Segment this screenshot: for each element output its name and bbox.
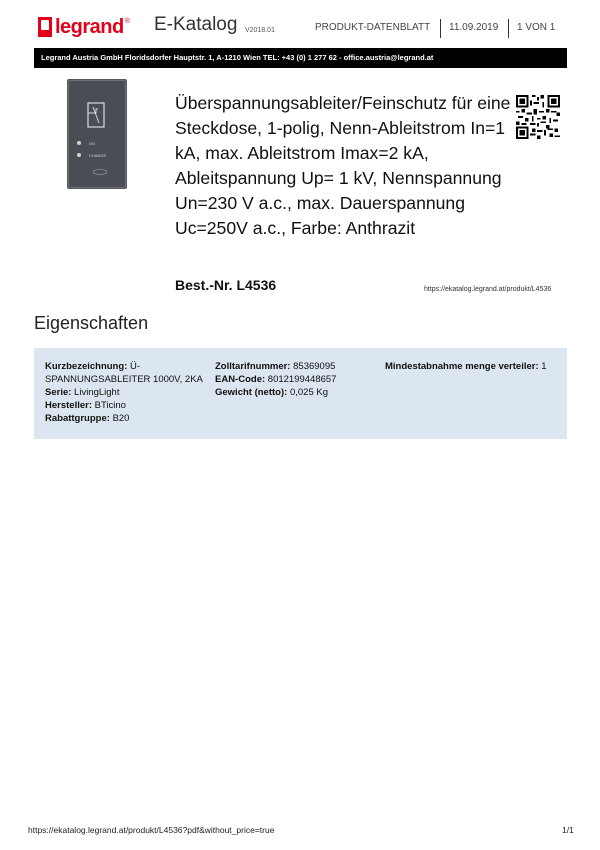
property-net-weight [215,386,375,399]
document-date: 11.09.2019 [449,22,499,33]
logo-text: legrand [55,15,124,38]
property-value: Ü-SPANNUNGSABLEITER 1000V, 2KA [45,361,203,385]
property-series [45,386,215,399]
property-value: 0,025 Kg [289,387,328,398]
property-label: Serie: [45,387,72,398]
property-value: BTicino [94,400,126,411]
property-value: 85369095 [293,361,336,372]
property-label: Rabattgruppe: [45,413,110,424]
properties-column-3 [385,360,565,373]
footer-url: https://ekatalog.legrand.at/produkt/L4536?pdf&without_price=true [28,825,275,835]
property-label: EAN-Code: [215,374,266,385]
properties-column-2 [215,360,375,399]
legrand-logo-icon [38,17,52,37]
page-count: 1 VON 1 [517,22,556,33]
property-label: Hersteller: [45,400,92,411]
logo-registered-mark: ® [124,18,130,25]
property-label: Kurzbezeichnung: [45,361,128,372]
section-title: Eigenschaften [34,313,149,333]
property-value: 8012199448657 [267,374,337,385]
product-description: Überspannungsableiter/Feinschutz für eine Steckdose, 1-polig, Nenn-Ableitstrom In=1 kA, max. Ableitstrom Imax=2 kA, Ableitspannung Up= 1 kV, Nennspannung Un=230 V a.c., max. Dauerspannung Uc=250V a.c., Farbe: Anthrazit [175,93,511,238]
product-image [67,79,127,189]
property-label: Zolltarifnummer: [215,361,291,372]
qr-code-icon [516,95,560,139]
property-customs-number [215,360,375,373]
catalog-title: E-Katalog [154,14,238,35]
property-short-name [45,360,215,386]
product-url-link[interactable]: https://ekatalog.legrand.at/produkt/L4536 [424,286,552,293]
on-label: ON [89,141,95,146]
change-label: CHANGE [89,153,107,158]
property-label: Mindestabnahme menge verteiler: [385,361,539,372]
sheet-type: PRODUKT-DATENBLATT [315,22,431,33]
order-number: Best.-Nr. L4536 [175,277,277,293]
property-discount-group [45,412,215,425]
company-info-bar: Legrand Austria GmbH Floridsdorfer Hauptstr. 1, A-1210 Wien TEL: +43 (0) 1 277 62 - office.austria@legrand.at [34,48,567,68]
header-divider [508,19,509,38]
property-min-order [385,360,565,373]
property-manufacturer [45,399,215,412]
property-ean-code [215,373,375,386]
header-divider [440,19,441,38]
catalog-version: V2018.01 [245,27,275,34]
property-label: Gewicht (netto): [215,387,288,398]
footer-page-number: 1/1 [562,825,574,835]
properties-column-1 [45,360,215,425]
property-value: B20 [112,413,130,424]
property-value: LivingLight [74,387,120,398]
legrand-logo [38,14,130,40]
property-value: 1 [541,361,547,372]
